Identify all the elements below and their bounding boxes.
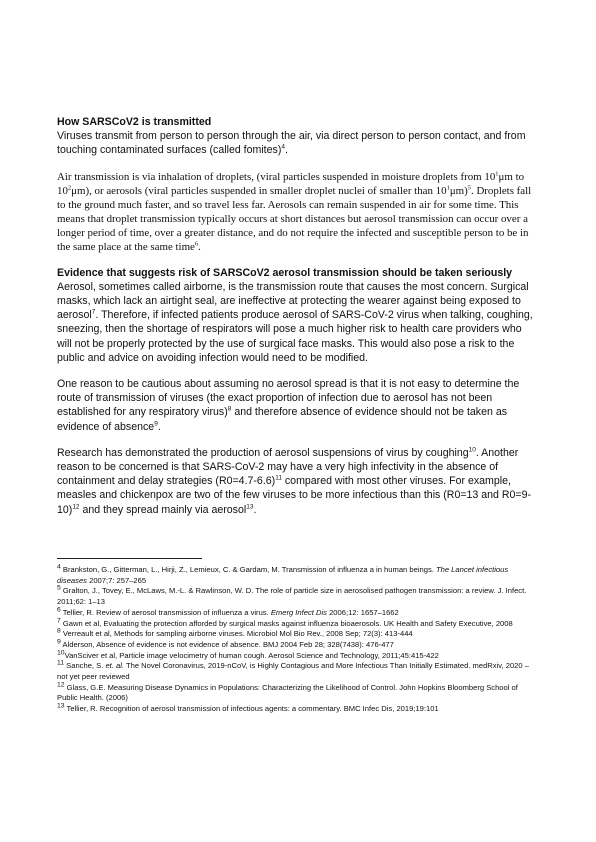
- paragraph-aerosol-concern: Aerosol, sometimes called airborne, is the transmission route that causes the most concern. Surgical masks, which lack an airtight seal, are ineffective at protecting the wearer against being exposed to aerosol$^7$. Therefore, if infected patients produce aerosol of SARS-CoV-2 virus when talking, coughing, sneezing, then the shortage of respirators will pose a much higher risk to health care providers who will not be properly protected by the use of surgical face masks. This would also pose a risk to the public and advice on avoiding infection would need to be modified.: [57, 280, 533, 364]
- paragraph-research: Research has demonstrated the production of aerosol suspensions of virus by coughing$^{10}$. Another reason to be concerned is that SARS-CoV-2 may have a very high infectivity in the absence of containment and delay strategies (R0=4.7-6.6)$^{11}$ compared with most other viruses. For example, measles and chickenpox are two of the few viruses to be more infectious than this (R0=13 and R0=9-10)$^{12}$ and they spread mainly via aerosol$^{13}$.: [57, 446, 532, 516]
- footnote-separator: [57, 558, 202, 559]
- section-heading-evidence: Evidence that suggests risk of SARSCoV2 aerosol transmission should be taken seriously: [57, 266, 513, 279]
- footnote-4: $^4$ Brankston, G., Gitterman, L., Hirji, Z., Lemieux, C. & Gardam, M. Transmission of influenza a in human beings. The Lancet infectious diseases 2007;7: 257–265: [57, 563, 509, 585]
- footnote-8: $^8$ Verreault et al, Methods for sampling airborne viruses. Microbiol Mol Bio Rev., 2008 Sep; 72(3): 413-444: [57, 627, 413, 639]
- footnotes: [57, 565, 539, 715]
- section-heading-transmission: How SARSCoV2 is transmitted: [57, 116, 212, 128]
- paragraph-caution: One reason to be cautious about assuming no aerosol spread is that it is not easy to determine the route of transmission of viruses (the exact proportion of infection due to aerosol has not been established for any respiratory virus)$^8$ and therefore absence of evidence should not be taken as evidence of absence$^9$.: [57, 378, 520, 433]
- footnote-13: $^{13}$ Tellier, R. Recognition of aerosol transmission of infectious agents: a commentary. BMC Infec Dis, 2019;19:101: [57, 702, 439, 714]
- footnote-12: $^{12}$ Glass, G.E. Measuring Disease Dynamics in Populations: Characterizing the Likelihood of Control. John Hopkins Bloomberg School of Public Health. (2006): [57, 681, 518, 703]
- paragraph-air-transmission: Air transmission is via inhalation of droplets, (viral particles suspended in moisture droplets from $10^1\mu m$ to $10^2\mu m$), or aerosols (viral particles suspended in smaller droplet nuclei of smaller than $10^1\mu m)^5$. Droplets fall to the ground much faster, and so travel less far. Aerosols can remain suspended in air for some time. This means that droplet transmission typically occurs at short distances but aerosol transmission can occur over a longer period of time, over a greater distance, and do not require the infected and susceptible person to be in the same place at the same time$^6$.: [57, 169, 532, 253]
- footnote-9: $^9$ Alderson, Absence of evidence is not evidence of absence. BMJ 2004 Feb 28; 328(7438): 476-477: [57, 638, 394, 649]
- footnote-7: $^7$ Gawn et al, Evaluating the protection afforded by surgical masks against influenza bioaerosols. UK Health and Safety Executive, 2008: [57, 616, 513, 628]
- footnote-6: $^6$ Tellier, R. Review of aerosol transmission of influenza a virus. Emerg Infect Dis 2006;12: 1657–1662: [57, 606, 399, 617]
- document-body: [57, 115, 539, 517]
- paragraph-transmission-routes: Viruses transmit from person to person through the air, via direct person to person contact, and from touching contaminated surfaces (called fomites)$^4$.: [57, 130, 526, 157]
- footnote-10: $^{10}$VanSciver et al, Particle image velocimetry of human cough. Aerosol Science and Technology, 2011;45:415-422: [57, 649, 439, 660]
- footnote-5: $^5$ Gralton, J., Tovey, E., McLaws, M.-L. & Rawlinson, W. D. The role of particle size in aerosolised pathogen transmission: a review. J. Infect. 2011;62: 1–13: [57, 584, 527, 607]
- footnote-11: $^{11}$ Sanche, S. et. al. The Novel Coronavirus, 2019-nCoV, is Highly Contagious and More Infectious Than Initially Estimated. medRxiv, 2020 – not yet peer reviewed: [57, 659, 529, 682]
